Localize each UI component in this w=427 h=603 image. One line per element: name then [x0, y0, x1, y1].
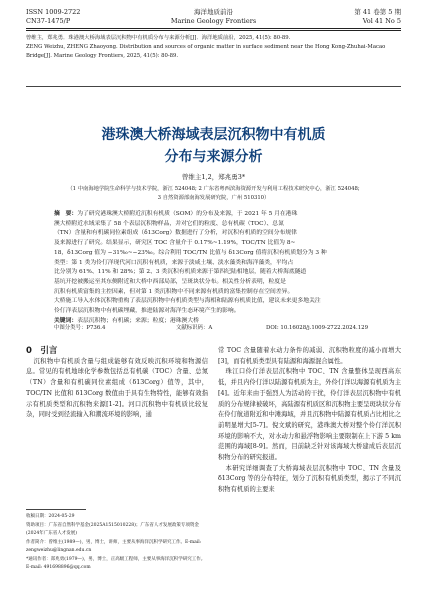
- article-title-line2: 分布与来源分析: [164, 149, 263, 165]
- citation-cn: 曾维主，郑兆勇．珠港澳大桥海域表层沉积物中有机质分布与来源分析[J]．海洋地质前沿，2025, 41(5): 80-89.: [26, 35, 291, 41]
- abstract-line: 大桥施工导入水体沉积物重构了表层沉积物中有机质类型与海相和陆源有机质比值，建议未来更多地关注: [54, 298, 321, 305]
- footnote-corresponding: *通讯作者：郑兆勇(1979—)，男，博士，正高级工程师，主要从事海洋沉积学研究工作。E-mail: 491698896@qq.com: [26, 556, 206, 570]
- footnotes: [26, 513, 208, 573]
- issue-en: Vol 41 No 5: [362, 17, 401, 25]
- keywords-text: 表层沉积物；有机碳；来源；粒度；港珠澳大桥: [77, 317, 199, 324]
- section-heading-intro: 0 引言: [26, 346, 58, 356]
- abstract-line: 类型：第 1 类为伶仃洋现代河口沉积有机质，来源于淡咸土壤、淡水藻类和海洋藻类，平均占: [54, 259, 294, 266]
- affiliation-line1: （1 中南海地学院生命科学与技术学院，浙江 524048; 2 广东省粤西滨海资源开发与利用工程技术研究中心，浙江 524048;: [67, 186, 360, 192]
- citation-en-line1: ZENG Weizhu, ZHENG Zhaoyong. Distribution and sources of organic matter in surface sediment near the Hong Kong-Zhuhai-Macao: [26, 44, 386, 50]
- body-paragraph: 珠江口伶仃洋表层沉积物中 TOC、TN 含量整体呈现西高东低，并且内伶仃洋以陆源有机质为主，外伶仃洋以海源有机质为主[4]。近年来由于强烈人为活动的干扰，伶仃洋表层沉积物中有机质的分布规律被破坏，高陆源有机质区和沉积物主要呈斑块状分布在伶仃航道附近和中滩海域，并且沉积物中陆源有机质占比相比之前明显增大[5-7]。倪文斌的研究，港珠澳大桥对整个伶仃洋沉积环境的影响不大，对水动力和悬浮物影响主要限制在上下游 5 km 范围的海域[8-9]。然而，目前缺乏针对该海域大桥建成后表层沉积物分布的研究报道。: [218, 368, 401, 462]
- article-meta: [54, 324, 373, 333]
- citation-block: [26, 34, 401, 61]
- abstract: [54, 210, 373, 326]
- header-rule-thin: [26, 28, 401, 29]
- footnote-rule: [26, 509, 86, 510]
- footnote-received: 收稿日期：2024-05-29: [26, 514, 75, 519]
- header-rule-thick: [26, 30, 401, 31]
- citation-rule: [26, 86, 401, 87]
- body-right-column: [218, 346, 401, 496]
- body-paragraph: 沉积物中有机质含量与组成能够有效反映沉积环境和物源信息。常见的有机地球化学参数包括总有机碳（TOC）含量、总氮（TN）含量和有机碳同位素组成（δ13Corg）值等，其中，TOC/TN 比值和 δ13Corg 数值由于具有生物特性，能够有效指示有机质类型和沉积物来源[1-2]。河口沉积物中有机质比较复杂，同时受到径流输入和潮流环境的影响，通: [26, 357, 208, 419]
- keywords-label: 关键词：: [54, 317, 78, 324]
- citation-en-line2: Bridge[J]. Marine Geology Frontiers, 2025, 41(5): 80-89.: [26, 53, 179, 59]
- body-left-column: [26, 346, 208, 421]
- clc-number: 中图分类号：P736.4: [54, 325, 106, 331]
- body-paragraph: 本研究详细调查了大桥海域表层沉积物中 TOC、TN 含量及 δ13Corg 等的分布特征，划分了沉积有机质类型，揭示了不同沉积物有机质的主要来: [218, 464, 401, 494]
- footnote-funding: 资助项目：广东省自然科学基金(2025A1515010228)；广东省人才发展政策专项资金(2024年广东省人才发展): [26, 522, 199, 536]
- body-paragraph: 常 TOC 含量随着水动力条件的减弱、沉积物粒度的减小而增大[3]，而有机质类型具有陆源和海源混合属性。: [218, 347, 401, 365]
- abstract-line: 及来源进行了研究。结果显示，研究区 TOC 含量介于 0.17%~1.19%，TOC/TN 比值为 8~: [54, 240, 296, 247]
- abstract-line: 沉积有机质富集的主控因素，但对第 1 类沉积物中不同来源有机质的富集控制存在空间差异。: [54, 288, 294, 295]
- document-code: 文献标识码：A: [176, 325, 213, 331]
- abstract-line: 澳大桥附近水域采集了 58 个表层沉积物样品，并对它们的粒度、总有机碳（TOC）、总氮: [54, 220, 284, 227]
- abstract-line: 伶仃洋表层沉积物中有机碳埋藏，推进陆源对海洋生态环境产生的影响。: [54, 308, 240, 315]
- abstract-line: 基坑开挖被搬运至其东侧附近和大桥中西部局部，呈斑块状分布。相关性分析表明，粒度是: [54, 278, 286, 285]
- abstract-line: 比分别为 61%、11% 和 28%；第 2、3 类沉积有机质来源于第四纪陆相地层，随着大桥海底隧道: [54, 269, 307, 276]
- article-title-line1: 港珠澳大桥海域表层沉积物中有机质: [101, 127, 326, 143]
- issn: ISSN 1009-2722: [26, 8, 81, 16]
- issue-cn: 第 41 卷第 5 期: [354, 8, 401, 16]
- journal-name-en: Marine Geology Frontiers: [170, 17, 257, 25]
- author-list: 曾维主1,2，郑兆勇3*: [181, 173, 246, 181]
- abstract-line: （TN）含量和有机碳同位素组成（δ13Corg）数据进行了分析，对沉积有机质的空间分布规律: [54, 230, 297, 237]
- abstract-line: 摘 要：为了研究港珠澳大桥附近沉积有机质（SOM）的分布及来源，于 2021 年 5 月在港珠: [54, 211, 298, 217]
- abstract-label: 摘 要：: [54, 211, 78, 217]
- affiliations: [26, 185, 401, 203]
- affiliation-line2: 3 自然资源部南海发展研究院，广州 510310）: [157, 195, 270, 201]
- footnote-author: 作者简介：曾维主(1989—)，男，博士，讲师，主要从事海洋沉积学研究工作。E-mail: zengweizhu@lingnan.edu.cn: [26, 539, 202, 553]
- journal-name-cn: 海洋地质前沿: [194, 8, 233, 16]
- abstract-line: 18，δ13Corg 值为 −31‰~−23‰。综合利用 TOC/TN 比值与 δ13Corg 值将沉积有机质划分为 3 种: [54, 249, 327, 256]
- doi: DOI: 10.16028/j.1009-2722.2024.129: [266, 325, 369, 331]
- cn-number: CN37-1475/P: [26, 17, 71, 25]
